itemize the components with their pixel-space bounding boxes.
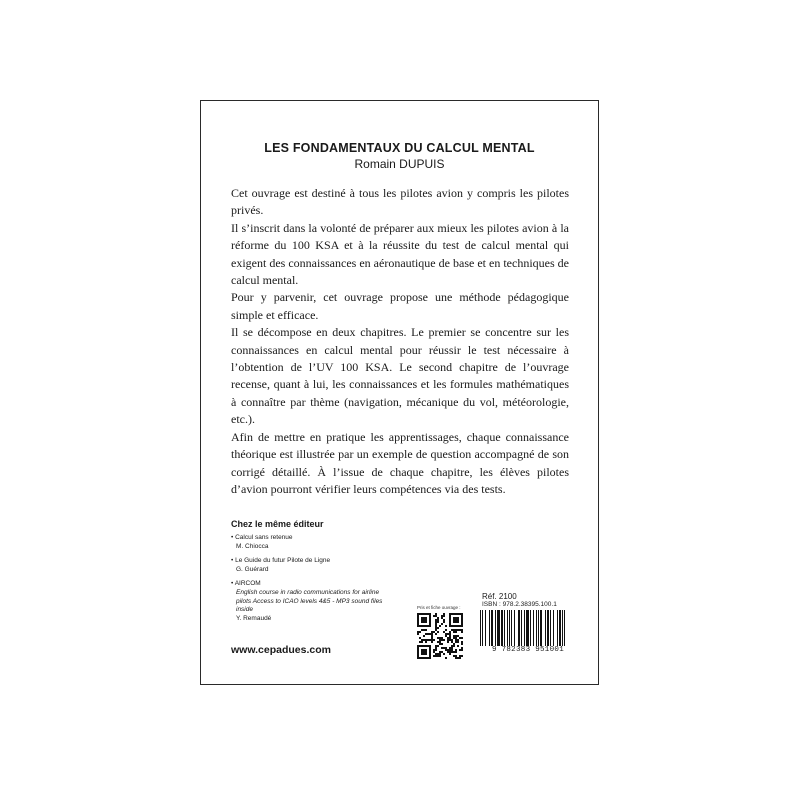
related-book-title: • Calcul sans retenue [231,534,293,541]
book-title: LES FONDAMENTAUX DU CALCUL MENTAL [264,141,535,155]
publisher-heading: Chez le même éditeur [231,519,324,529]
book-back-cover [200,100,599,685]
qr-code-icon [417,613,463,659]
related-book-author: Y. Remaudé [236,614,272,622]
qr-caption: Pris et fiche ouvrage : [417,605,461,610]
related-book-author: M. Chiocca [236,542,269,550]
list-item [231,580,391,623]
isbn-number: ISBN : 978.2.38395.100.1 [482,601,557,608]
paragraph-5: Afin de mettre en pratique les apprentissages, chaque connaissance théorique est illustrée par un exemple de question accompagné de son corrigé détaillé. À l’issue de chaque chapitre, les élèves pilotes d’avion pourront vérifier leurs compétences via des tests. [231,429,569,496]
book-author: Romain DUPUIS [354,157,445,171]
reference-number: Réf. 2100 [482,592,517,601]
paragraph-4: Il se décompose en deux chapitres. Le premier se concentre sur les connaissances en calcul mental pour réussir le test nécessaire à l’obtention de l’UV 100 KSA. Le second chapitre de l’ouvrage recense, quant à lui, les connaissances et les formules mathématiques à connaître par thème (navigation, mécanique du vol, météorologie, etc.). [231,325,569,427]
list-item [231,557,391,574]
book-description [231,185,569,498]
related-book-title: • AIRCOM [231,580,261,588]
list-item [231,534,391,551]
related-book-title: • Le Guide du futur Pilote de Ligne [231,557,331,565]
paragraph-3: Pour y parvenir, cet ouvrage propose une méthode pédagogique simple et efficace. [231,290,569,322]
publisher-titles-list [231,534,391,629]
paragraph-2: Il s’inscrit dans la volonté de préparer aux mieux les pilotes avion à la réforme du 100 KSA et à la réussite du test de calcul mental qui exigent des connaissances en aéronautique de base et en techniques de calcul mental. [231,220,569,288]
barcode-icon [480,610,576,646]
barcode-digits: 9 782383 951001 [491,646,564,654]
related-book-description: English course in radio communications for airline pilots Access to ICAO levels 4&5 - MP3 sound files inside [236,588,383,614]
paragraph-1: Cet ouvrage est destiné à tous les pilotes avion y compris les pilotes privés. [231,186,569,218]
related-book-author: G. Guérard [236,565,269,573]
publisher-website: www.cepadues.com [231,644,331,656]
